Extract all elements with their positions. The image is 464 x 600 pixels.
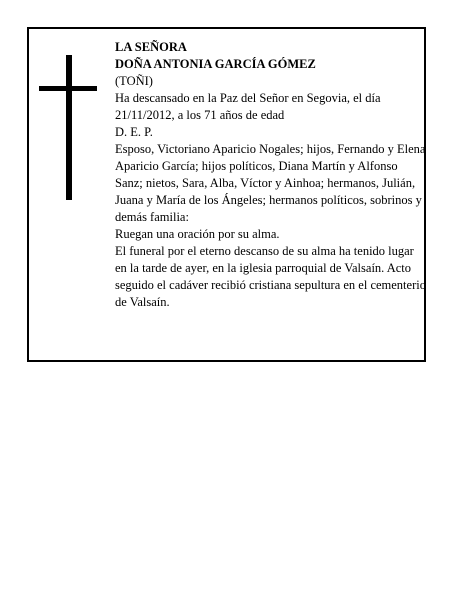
family-list: Esposo, Victoriano Aparicio Nogales; hijos, Fernando y Elena Aparicio García; hijos políticos, Diana Martín y Alfonso Sanz; nietos, Sara, Alba, Víctor y Ainhoa; hermanos, Julián, Juana y María de los Ángeles; hermanos políticos, sobrinos y demás familia:: [115, 142, 426, 224]
latin-cross-icon: [39, 55, 101, 200]
cross-vertical-bar: [66, 55, 72, 200]
deceased-nickname: (TOÑI): [115, 74, 153, 88]
death-announcement: Ha descansado en la Paz del Señor en Segovia, el día 21/11/2012, a los 71 años de edad: [115, 91, 381, 122]
cross-horizontal-bar: [39, 86, 97, 91]
funeral-info: El funeral por el eterno descanso de su alma ha tenido lugar en la tarde de ayer, en la iglesia parroquial de Valsaín. Acto seguido el cadáver recibió cristiana sepultura en el cementerio de Valsaín.: [115, 244, 426, 309]
rip-text: D. E. P.: [115, 125, 153, 139]
notice-text-block: [115, 39, 427, 311]
obituary-notice: [27, 27, 426, 362]
prayer-request: Ruegan una oración por su alma.: [115, 227, 280, 241]
deceased-name: DOÑA ANTONIA GARCÍA GÓMEZ: [115, 57, 316, 71]
notice-title-line-1: LA SEÑORA: [115, 40, 187, 54]
